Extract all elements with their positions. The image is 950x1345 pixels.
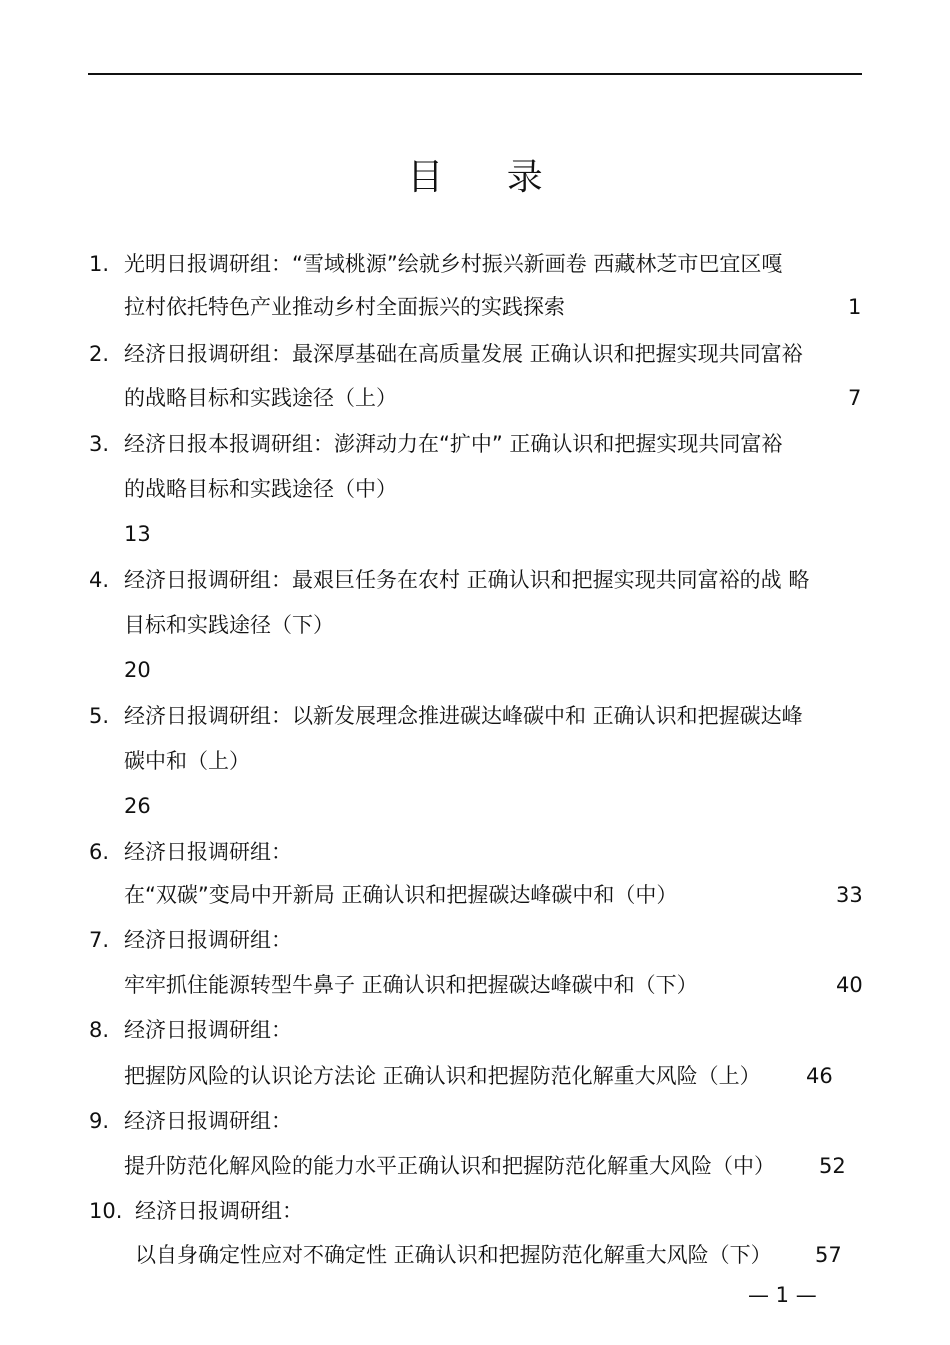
entry-title-line1[interactable]: 经济日报调研组： <box>124 1109 292 1133</box>
entry-title-line1[interactable]: 光明日报调研组：“雪域桃源”绘就乡村振兴新画卷 西藏林芝市巴宜区嘎 <box>124 252 783 276</box>
entry-title-line2[interactable]: 的战略目标和实践途径（中） <box>124 477 397 501</box>
entry-title-line1[interactable]: 经济日报调研组：最深厚基础在高质量发展 正确认识和把握实现共同富裕 <box>124 342 803 366</box>
entry-page-number: 40 <box>836 973 863 997</box>
entry-title-line2[interactable]: 目标和实践途径（下） <box>124 613 334 637</box>
entry-number: 1. <box>89 252 110 276</box>
page-footer-number: — 1 — <box>748 1283 817 1307</box>
entry-page-number: 26 <box>124 794 151 818</box>
entry-number: 9. <box>89 1109 110 1133</box>
entry-number: 6. <box>89 840 110 864</box>
entry-page-number: 33 <box>836 883 863 907</box>
entry-number: 10. <box>89 1199 123 1223</box>
entry-title-line2[interactable]: 碳中和（上） <box>124 749 250 773</box>
entry-title-line1[interactable]: 经济日报调研组：以新发展理念推进碳达峰碳中和 正确认识和把握碳达峰 <box>124 704 803 728</box>
entry-number: 5. <box>89 704 110 728</box>
entry-number: 4. <box>89 568 110 592</box>
entry-page-number: 20 <box>124 658 151 682</box>
entry-page-number: 1 <box>848 295 862 319</box>
entry-number: 2. <box>89 342 110 366</box>
entry-title-line2[interactable]: 在“双碳”变局中开新局 正确认识和把握碳达峰碳中和（中） <box>124 883 678 907</box>
entry-title-line1[interactable]: 经济日报本报调研组：澎湃动力在“扩中” 正确认识和把握实现共同富裕 <box>124 432 783 456</box>
entry-number: 8. <box>89 1018 110 1042</box>
entry-title-line1[interactable]: 经济日报调研组： <box>135 1199 303 1223</box>
entry-title-line1[interactable]: 经济日报调研组： <box>124 840 292 864</box>
entry-title-line2[interactable]: 牢牢抓住能源转型牛鼻子 正确认识和把握碳达峰碳中和（下） <box>124 973 698 997</box>
entry-page-number: 52 <box>819 1154 846 1178</box>
entry-title-line1[interactable]: 经济日报调研组： <box>124 928 292 952</box>
entry-title-line1[interactable]: 经济日报调研组： <box>124 1018 292 1042</box>
entry-title-line2[interactable]: 以自身确定性应对不确定性 正确认识和把握防范化解重大风险（下） <box>135 1243 772 1267</box>
entry-number: 3. <box>89 432 110 456</box>
entry-page-number: 7 <box>848 386 862 410</box>
entry-title-line1[interactable]: 经济日报调研组：最艰巨任务在农村 正确认识和把握实现共同富裕的战 略 <box>124 568 810 592</box>
entry-title-line2[interactable]: 把握防风险的认识论方法论 正确认识和把握防范化解重大风险（上） <box>124 1064 761 1088</box>
entry-page-number: 13 <box>124 522 151 546</box>
page-title: 目 录 <box>407 157 569 198</box>
header-rule <box>88 73 862 75</box>
entry-page-number: 46 <box>806 1064 833 1088</box>
entry-title-line2[interactable]: 提升防范化解风险的能力水平正确认识和把握防范化解重大风险（中） <box>124 1154 775 1178</box>
entry-title-line2[interactable]: 拉村依托特色产业推动乡村全面振兴的实践探索 <box>124 295 565 319</box>
entry-title-line2[interactable]: 的战略目标和实践途径（上） <box>124 386 397 410</box>
entry-number: 7. <box>89 928 110 952</box>
entry-page-number: 57 <box>815 1243 842 1267</box>
